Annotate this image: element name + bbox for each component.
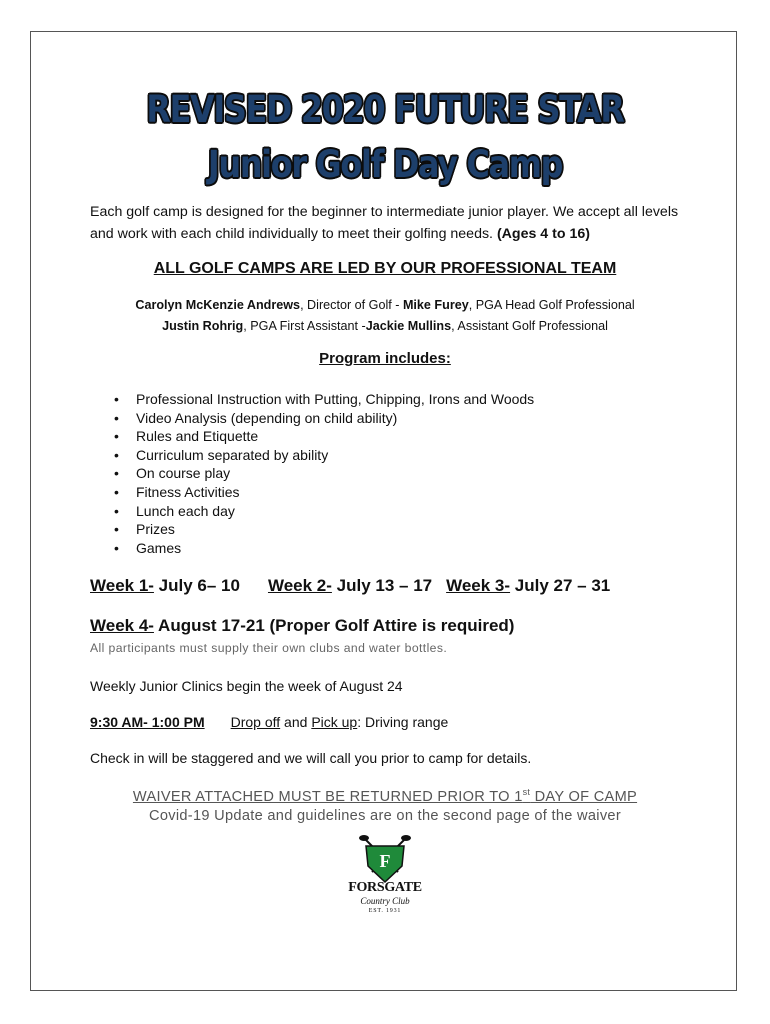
program-item: • Video Analysis (depending on child ability)	[112, 409, 534, 428]
waiver-notice	[0, 787, 770, 805]
program-heading: Program includes:	[319, 350, 451, 367]
program-item: • Games	[112, 539, 534, 558]
staff-name-assistant: Jackie Mullins	[365, 319, 452, 333]
week-2-label: Week 2-	[267, 576, 332, 595]
waiver-text-b: DAY OF CAMP	[530, 789, 638, 805]
week-4-dates: August 17-21 (Proper Golf Attire is required)	[153, 616, 515, 635]
staff-name-first-assistant: Justin Rohrig	[162, 319, 244, 333]
program-list	[112, 390, 534, 557]
clinic-note: Weekly Junior Clinics begin the week of August 24	[90, 678, 403, 694]
week-3-label: Week 3-	[446, 576, 511, 595]
title-line-2: Junior Golf Day Camp	[207, 143, 563, 186]
logo-name: FORSGATE	[348, 880, 422, 895]
waiver-text-a: WAIVER ATTACHED MUST BE RETURNED PRIOR TO 1	[132, 789, 523, 805]
intro-paragraph	[90, 201, 690, 245]
intro-ages: (Ages 4 to 16)	[496, 226, 590, 242]
logo-established: EST. 1931	[368, 908, 402, 914]
staff-role-director: , Director of Golf -	[300, 298, 403, 312]
program-item: • Rules and Etiquette	[112, 427, 534, 446]
team-heading: ALL GOLF CAMPS ARE LED BY OUR PROFESSIONAL TEAM	[153, 260, 617, 277]
drop-off-text: Drop off	[230, 714, 281, 730]
location-text: : Driving range	[357, 714, 449, 730]
logo-letter: F	[379, 851, 391, 871]
week-2-dates: July 13 – 17	[331, 576, 433, 595]
pick-up-text: Pick up	[311, 714, 358, 730]
weeks-row-2	[90, 616, 514, 636]
program-item: • Professional Instruction with Putting, Chipping, Irons and Woods	[112, 390, 534, 409]
logo-subtitle: Country Club	[360, 896, 410, 906]
week-3-dates: July 27 – 31	[510, 576, 611, 595]
intro-text: Each golf camp is designed for the beginner to intermediate junior player. We accept all levels and work with each child individually to meet their golfing needs.	[90, 204, 679, 242]
time-line	[90, 714, 448, 730]
weeks-row-1	[90, 576, 610, 596]
week-1-label: Week 1-	[90, 576, 154, 595]
program-item: • Curriculum separated by ability	[112, 446, 534, 465]
week-1-dates: July 6– 10	[153, 576, 240, 595]
program-item: • Lunch each day	[112, 502, 534, 521]
staff-line-2	[0, 316, 770, 337]
program-item: • On course play	[112, 464, 534, 483]
staff-role-assistant: , Assistant Golf Professional	[451, 319, 608, 333]
covid-note: Covid-19 Update and guidelines are on the second page of the waiver	[149, 808, 621, 824]
week-4-label: Week 4-	[90, 616, 154, 635]
camp-hours: 9:30 AM- 1:00 PM	[90, 714, 205, 730]
program-item: • Fitness Activities	[112, 483, 534, 502]
staff-line-1	[0, 295, 770, 316]
supply-note: All participants must supply their own clubs and water bottles.	[90, 641, 448, 655]
staff-role-head-pro: , PGA Head Golf Professional	[468, 298, 635, 312]
and-text: and	[280, 714, 312, 730]
checkin-note: Check in will be staggered and we will call you prior to camp for details.	[90, 750, 532, 766]
title-line-1: REVISED 2020 FUTURE STAR	[146, 88, 624, 131]
staff-role-first-assistant: , PGA First Assistant -	[243, 319, 366, 333]
staff-name-head-pro: Mike Furey	[402, 298, 469, 312]
staff-name-director: Carolyn McKenzie Andrews	[135, 298, 301, 312]
program-item: • Prizes	[112, 520, 534, 539]
waiver-superscript: st	[522, 787, 531, 797]
